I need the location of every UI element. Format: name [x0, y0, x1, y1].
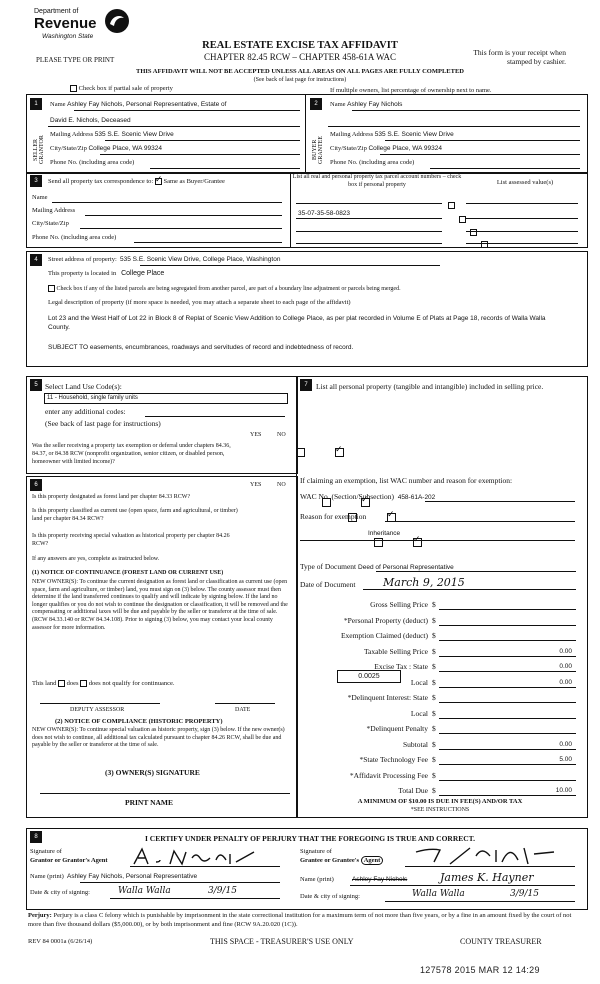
land-use-see-back: (See back of last page for instructions) [45, 419, 161, 428]
print-note: PLEASE TYPE OR PRINT [36, 56, 115, 64]
grantor-city-field[interactable]: Walla Walla [118, 886, 171, 896]
notice-continuance-title: (1) NOTICE OF CONTINUANCE (FOREST LAND OR CURRENT USE) [32, 570, 224, 576]
grantee-date-field[interactable]: 3/9/15 [510, 889, 539, 899]
this-land-label: This land [32, 680, 57, 687]
grantor-sig-label2: Grantor or Grantor's Agent [30, 857, 108, 864]
buyer-name-label: Name [330, 101, 346, 108]
sec6-yes-header: YES [250, 482, 262, 488]
grantee-name-label: Name (print) [300, 876, 334, 883]
partial-sale-label: Check box if partial sale of property [78, 85, 173, 92]
section-1-badge: 1 [30, 98, 42, 110]
land-does-checkbox[interactable] [58, 680, 65, 687]
fee-label: Total Due [398, 786, 428, 795]
notice-compliance-title: (2) NOTICE OF COMPLIANCE (HISTORIC PROPERTY) [55, 718, 223, 725]
fee-value[interactable]: 0.00 [559, 678, 572, 686]
land-does-not-label: does not qualify for continuance. [88, 680, 175, 687]
fee-value[interactable]: 0.00 [559, 647, 572, 655]
section-3-badge: 3 [30, 175, 42, 187]
see-back-line: (See back of last page for instructions) [253, 77, 347, 83]
dor-swoosh-icon [104, 8, 130, 34]
rev-number: REV 84 0001a (6/26/14) [28, 938, 93, 945]
notice-compliance-text: NEW OWNER(S): To continue special valuation as historic property, sign (3) below. If the new owner(s) does not wish to continue, all additional tax calculated pursuant to chapter 84.26 RCW, shall be due and payable by the seller or transferor at the time of sale. [32, 727, 285, 749]
seller-mailing-field[interactable]: 535 S.E. Scenic View Drive [94, 131, 174, 138]
grantor-date-field[interactable]: 3/9/15 [208, 886, 237, 896]
street-label: Street address of property: [48, 256, 117, 263]
grantor-signature[interactable] [130, 846, 260, 868]
land-use-select-label: Select Land Use Code(s): [45, 382, 122, 391]
parcel-personal-checkbox-4[interactable] [481, 241, 488, 248]
fee-label: Taxable Selling Price [363, 646, 428, 656]
buyer-city-label: City/State/Zip [330, 145, 367, 152]
dollar-sign: $ [432, 708, 436, 718]
grantor-sig-label: Signature of [30, 848, 62, 855]
fee-label: *Delinquent Interest: State [347, 693, 428, 702]
fee-label: Excise Tax : State [374, 662, 428, 671]
dollar-sign: $ [432, 631, 436, 640]
wac-field[interactable]: 458-61A-202 [397, 494, 436, 501]
doc-type-field[interactable]: Deed of Personal Representative [358, 564, 454, 571]
dor-logo [34, 6, 134, 44]
grantor-date-label: Date & city of signing: [30, 889, 90, 896]
chapter-line: CHAPTER 82.45 RCW – CHAPTER 458-61A WAC [204, 52, 396, 62]
reason-label: Reason for exemption [300, 512, 367, 521]
perjury-text: Perjury is a class C felony which is punishable by imprisonment in the state correctional institution for a maximum term of not more than five years, or by a fine in an amount fixed by the court of not more than five thousand dollars ($5,000.00), or by both imprisonment and fine (RCW 9A.20.020 (1C)). [28, 912, 572, 928]
subject-to-text: SUBJECT TO easements, encumbrances, roadways and servitudes of record and indebtedness of record. [48, 344, 354, 351]
parcel-personal-checkbox-3[interactable] [470, 229, 477, 236]
wac-label: WAC No. (Section/Subsection) [300, 492, 394, 501]
treasurer-space: THIS SPACE - TREASURER'S USE ONLY [210, 937, 354, 946]
fee-value[interactable]: 0.00 [559, 740, 572, 748]
located-field[interactable]: College Place [121, 270, 165, 277]
exemption-claim-label: If claiming an exemption, list WAC number and reason for exemption: [300, 476, 513, 485]
section-2-badge: 2 [310, 98, 322, 110]
fee-label: Local [410, 708, 428, 718]
assessed-header: List assessed value(s) [496, 179, 554, 186]
tax-rate-field[interactable]: 0.0025 [337, 670, 401, 683]
seller-vertical-label: SELLER GRANTOR [33, 135, 45, 165]
grantor-name-field[interactable]: Ashley Fay Nichols, Personal Representative [67, 873, 198, 880]
grantee-name-field[interactable]: James K. Hayner [440, 871, 534, 884]
grantee-signature[interactable] [410, 842, 560, 868]
cashier-stamp: 127578 2015 MAR 12 14:29 [420, 965, 540, 975]
segregated-label: Check box if any of the listed parcels are being segregated from another parcel, are part of a boundary line adjustment or parcels being merged. [56, 285, 401, 292]
parcel-personal-checkbox-2[interactable] [459, 216, 466, 223]
same-as-buyer-label: Same as Buyer/Grantee [163, 178, 225, 185]
dept-line1: Department of [34, 8, 79, 15]
additional-codes-label: enter any additional codes: [45, 407, 126, 416]
section-6 [26, 476, 298, 818]
seller-mailing-label: Mailing Address [50, 131, 94, 138]
minimum-due-note: A MINIMUM OF $10.00 IS DUE IN FEE(S) AND/OR TAX [357, 798, 523, 805]
multiple-owners-note: If multiple owners, list percentage of ownership next to name. [330, 87, 492, 94]
buyer-name-field[interactable]: Ashley Fay Nichols [347, 101, 403, 108]
land-does-label: does [66, 680, 79, 687]
seller-city-field[interactable]: College Place, WA 99324 [88, 145, 162, 152]
located-label: This property is located in [48, 270, 117, 277]
section-6-badge: 6 [30, 479, 42, 491]
print-name-label: PRINT NAME [125, 798, 173, 807]
land-use-yes-header: YES [250, 432, 262, 438]
land-use-no-header: NO [277, 432, 286, 438]
buyer-mailing-field[interactable]: 535 S.E. Scenic View Drive [374, 131, 454, 138]
land-does-not-checkbox[interactable] [80, 680, 87, 687]
grantee-sig-label2: Grantee or Grantee's [300, 857, 360, 864]
fee-label: *State Technology Fee [359, 755, 428, 764]
personal-property-label: List all personal property (tangible and intangible) included in selling price. [316, 382, 544, 391]
perjury-label: Perjury: [28, 912, 52, 919]
send-correspondence-label: Send all property tax correspondence to: [48, 178, 154, 185]
segregated-checkbox[interactable] [48, 285, 55, 292]
section-4-badge: 4 [30, 254, 42, 266]
dollar-sign: $ [432, 662, 436, 671]
grantee-agent-label: Agent [361, 856, 384, 865]
dollar-sign: $ [432, 755, 436, 764]
county-treasurer: COUNTY TREASURER [460, 937, 542, 946]
partial-sale-row [70, 85, 173, 92]
certify-statement: I CERTIFY UNDER PENALTY OF PERJURY THAT THE FOREGOING IS TRUE AND CORRECT. [144, 834, 475, 843]
receipt-note: This form is your receipt when stamped by cashier. [473, 48, 566, 66]
doc-date-label: Date of Document [300, 580, 356, 589]
current-use-question: Is this property classified as current use (open space, farm and agricultural, or timber) land per chapter 84.34 RCW? [32, 508, 238, 522]
seller-name-field[interactable]: Ashley Fay Nichols, Personal Representative, Estate of [67, 101, 227, 108]
same-as-buyer-checkbox[interactable] [155, 178, 162, 185]
doc-date-field[interactable]: March 9, 2015 [383, 576, 465, 589]
fee-label: *Affidavit Processing Fee [349, 770, 428, 780]
dollar-sign: $ [432, 693, 436, 702]
seller-city-label: City/State/Zip [50, 145, 87, 152]
not-accepted-line: THIS AFFIDAVIT WILL NOT BE ACCEPTED UNLESS ALL AREAS ON ALL PAGES ARE FULLY COMPLETED [136, 68, 464, 75]
dollar-sign: $ [432, 646, 436, 656]
fee-value[interactable]: 5.00 [559, 756, 572, 763]
dept-state: Washington State [42, 33, 94, 40]
parcel-personal-checkbox-1[interactable] [448, 202, 455, 209]
forest-land-question: Is this property designated as forest land per chapter 84.33 RCW? [32, 494, 191, 500]
buyer-city-field[interactable]: College Place, WA 99324 [368, 145, 442, 152]
page-title: REAL ESTATE EXCISE TAX AFFIDAVIT [202, 40, 398, 51]
corr-phone-label: Phone No. (including area code) [32, 234, 117, 241]
dollar-sign: $ [432, 724, 436, 733]
sec6-no-header: NO [277, 482, 286, 488]
parcel-header: List all real and personal property tax parcel account numbers – check box if personal property [292, 174, 462, 188]
land-use-code-select[interactable]: 11 - Household, single family units [44, 393, 288, 404]
corr-name-label: Name [32, 194, 48, 201]
dollar-sign: $ [432, 786, 436, 795]
deputy-assessor-label: DEPUTY ASSESSOR [70, 707, 125, 713]
corr-mailing-label: Mailing Address [32, 207, 76, 214]
grantor-name-label: Name (print) [30, 873, 64, 880]
dollar-sign: $ [432, 615, 436, 625]
fee-value[interactable]: 0.00 [559, 663, 572, 670]
section-8-badge: 8 [30, 831, 42, 843]
dept-name: Revenue [34, 15, 97, 32]
fee-label: Subtotal [402, 739, 428, 749]
legal-label: Legal description of property (if more space is needed, you may attach a separate sheet to each page of the affidavit) [48, 299, 351, 306]
grantee-name-struck: Ashley Fay Nichols [352, 876, 408, 883]
if-yes-note: If any answers are yes, complete as instructed below. [32, 556, 160, 562]
dollar-sign: $ [432, 770, 436, 780]
corr-city-label: City/State/Zip [32, 220, 69, 227]
section-7-badge: 7 [300, 379, 312, 391]
section-7 [296, 376, 588, 818]
owner-signature-label: (3) OWNER(S) SIGNATURE [105, 768, 200, 777]
parcel-number-field[interactable]: 35-07-35-58-0823 [298, 210, 351, 217]
section-5-badge: 5 [30, 379, 42, 391]
legal-description-field[interactable]: Lot 23 and the West Half of Lot 22 in Block 8 of Replat of Scenic View Addition to College Place, as per plat recorded in Volume E of Plats at Page 18, records of Walla Walla County. [48, 315, 546, 331]
fee-label: Gross Selling Price [370, 600, 428, 609]
dollar-sign: $ [432, 739, 436, 749]
exemption-question: Was the seller receiving a property tax exemption or deferral under chapters 84.36, 84.37, or 84.38 RCW (nonprofit organization, senior citizen, or disabled person, homeowner with limited income)? [32, 443, 231, 465]
partial-sale-checkbox[interactable] [70, 85, 77, 92]
grantee-sig-label: Signature of [300, 848, 332, 855]
seller-name-field-2[interactable]: David E. Nichols, Deceased [50, 117, 131, 124]
see-instructions-note: *SEE INSTRUCTIONS [410, 807, 470, 813]
buyer-mailing-label: Mailing Address [330, 131, 374, 138]
notice-continuance-text: NEW OWNER(S): To continue the current designation as forest land or classification as current use (open space, farm and agriculture, or timber) land, you must sign on (3) below. The county assessor must then determine if the land transferred continues to qualify and will indicate by signing below. If the land no longer qualifies or you do not wish to continue the designation or classification, it will be removed and the compensating or additional taxes will be due and payable by the seller or transferor at the time of sale. (RCW 84.33.140 or RCW 84.34.108). Prior to signing (3) below, you may contact your local county assessor for more information. [32, 579, 288, 631]
seller-name-label: Name [50, 101, 66, 108]
buyer-vertical-label: BUYER GRANTEE [312, 136, 324, 164]
dollar-sign: $ [432, 677, 436, 687]
seller-phone-label: Phone No. (including area code) [50, 159, 135, 166]
street-field[interactable]: 535 S.E. Scenic View Drive, College Place, Washington [120, 256, 281, 263]
assessor-date-label: DATE [235, 707, 251, 713]
doc-type-label: Type of Document [300, 562, 357, 571]
fee-label: Local [410, 677, 428, 687]
fee-value[interactable]: 10.00 [555, 787, 572, 794]
fee-label: *Delinquent Penalty [366, 724, 428, 733]
fee-label: *Personal Property (deduct) [343, 615, 428, 625]
reason-field[interactable]: Inheritance [368, 530, 401, 537]
dollar-sign: $ [432, 600, 436, 609]
grantee-date-label: Date & city of signing: [300, 893, 360, 900]
buyer-phone-label: Phone No. (including area code) [330, 159, 415, 166]
historic-question: Is this property receiving special valuation as historical property per chapter 84.26 RCW? [32, 533, 230, 547]
grantee-city-field[interactable]: Walla Walla [412, 889, 465, 899]
fee-label: Exemption Claimed (deduct) [340, 631, 428, 640]
